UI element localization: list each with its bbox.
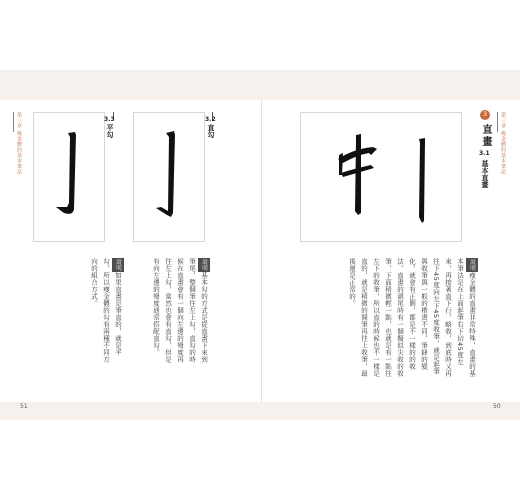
note-text: 基本勾的方式是從直畫下來到筆尾，整個筆往左上勾，直勾的時候在直畫會有一個向左邊的彎度再往左上勾，當然也會有直勾，但是有向左邊的彎度通常搭配直勾。 (152, 258, 208, 363)
note-tag: 說明 (198, 258, 210, 272)
note-tag: 說明 (466, 258, 478, 272)
note-text: 如果直畫是筆直的，就是平勾，所以瘦金體的勾有兩種不同方向的組合方式。 (90, 258, 122, 363)
section-heading: 直畫 (480, 124, 491, 148)
section-title-3-2: 直勾 (207, 124, 215, 138)
chapter-accent-line-right (497, 112, 498, 132)
page-number-right: 50 (493, 403, 501, 410)
example-box-flat-hook (33, 112, 105, 242)
basic-vertical-stroke-examples (301, 113, 461, 241)
section-title-3-1: 基本直畫 (481, 160, 489, 188)
note-straight-hook (128, 258, 210, 368)
bottom-margin-band (0, 402, 520, 420)
note-flat-hook (76, 258, 124, 368)
section-number-3-2: 3.2 (205, 116, 216, 123)
note-text: 瘦金體的直畫非常特殊，直畫的基本筆法是在上面起筆右下切45度左來，再接著直下行，略收，到底時又再往下45度向左下45度收筆，就是起筆與收筆與一般的楷書不同，筆鋒的變化，就會有正側，都是不一樣的的收法。直畫的頭尾時有一個擬似尖收的收筆，下面稍微輕一點，也就是有一點往左下的收筆，所以直的時候也不一樣是直的，就是稍微的開筆再往上收筆，最後還是正常的。 (348, 258, 476, 377)
straight-hook-stroke (134, 113, 204, 241)
chapter-label-right: 第三章 瘦金體的基本筆法 (500, 112, 506, 175)
top-margin-band (0, 70, 520, 100)
chapter-accent-line-left (13, 112, 14, 132)
section-number-3-3: 3.3 (104, 116, 115, 123)
chapter-label-left: 第三章 瘦金體的基本筆法 (16, 112, 22, 175)
section-title-3-3: 平勾 (106, 124, 114, 138)
note-basic-vertical (348, 258, 478, 378)
example-box-basic-vertical (300, 112, 462, 242)
note-tag: 說明 (112, 258, 124, 272)
flat-hook-stroke (34, 113, 104, 241)
example-box-straight-hook (133, 112, 205, 242)
chapter-number-badge: 3 (480, 110, 490, 120)
page-number-left: 51 (20, 403, 28, 410)
section-number-3-1: 3.1 (479, 150, 490, 157)
